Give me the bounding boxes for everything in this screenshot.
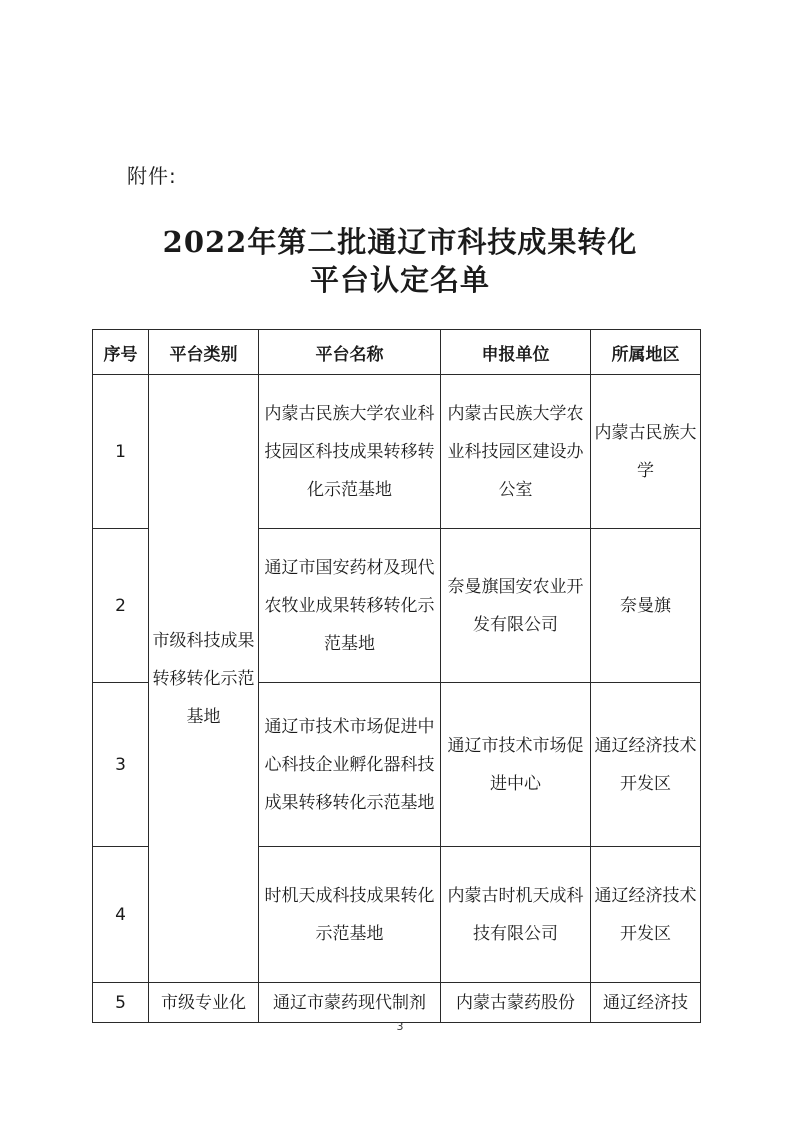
platform-name-cell: 内蒙古民族大学农业科技园区科技成果转移转化示范基地: [259, 375, 441, 529]
platform-name-cell: 通辽市蒙药现代制剂: [259, 983, 441, 1023]
platform-name-cell: 通辽市技术市场促进中心科技企业孵化器科技成果转移转化示范基地: [259, 683, 441, 847]
region-cell: 通辽经济技术开发区: [591, 683, 701, 847]
platform-name-cell: 通辽市国安药材及现代农牧业成果转移转化示范基地: [259, 529, 441, 683]
document-title-line-2: 平台认定名单: [309, 263, 490, 297]
page-number: 3: [396, 1020, 404, 1033]
table-header-row: [93, 330, 701, 375]
row-index: 5: [93, 983, 149, 1023]
platform-name-cell: 时机天成科技成果转化示范基地: [259, 847, 441, 983]
category-cell: 市级专业化: [149, 983, 259, 1023]
document-title-line-1: 2022年第二批通辽市科技成果转化: [162, 225, 638, 259]
row-index: 4: [93, 847, 149, 983]
table-row: [93, 983, 701, 1023]
header-region: 所属地区: [591, 330, 701, 375]
applicant-cell: 内蒙古民族大学农业科技园区建设办公室: [441, 375, 591, 529]
header-platform-name: 平台名称: [259, 330, 441, 375]
region-cell: 通辽经济技: [591, 983, 701, 1023]
row-index: 3: [93, 683, 149, 847]
table-row: [93, 375, 701, 529]
applicant-cell: 内蒙古蒙药股份: [441, 983, 591, 1023]
header-category: 平台类别: [149, 330, 259, 375]
applicant-cell: 通辽市技术市场促进中心: [441, 683, 591, 847]
category-cell: 市级科技成果转移转化示范基地: [149, 375, 259, 983]
applicant-cell: 奈曼旗国安农业开发有限公司: [441, 529, 591, 683]
row-index: 1: [93, 375, 149, 529]
header-index: 序号: [93, 330, 149, 375]
platform-list-table: [92, 329, 701, 1023]
region-cell: 内蒙古民族大学: [591, 375, 701, 529]
header-applicant: 申报单位: [441, 330, 591, 375]
region-cell: 奈曼旗: [591, 529, 701, 683]
applicant-cell: 内蒙古时机天成科技有限公司: [441, 847, 591, 983]
row-index: 2: [93, 529, 149, 683]
region-cell: 通辽经济技术开发区: [591, 847, 701, 983]
attachment-label: 附件:: [127, 164, 177, 188]
